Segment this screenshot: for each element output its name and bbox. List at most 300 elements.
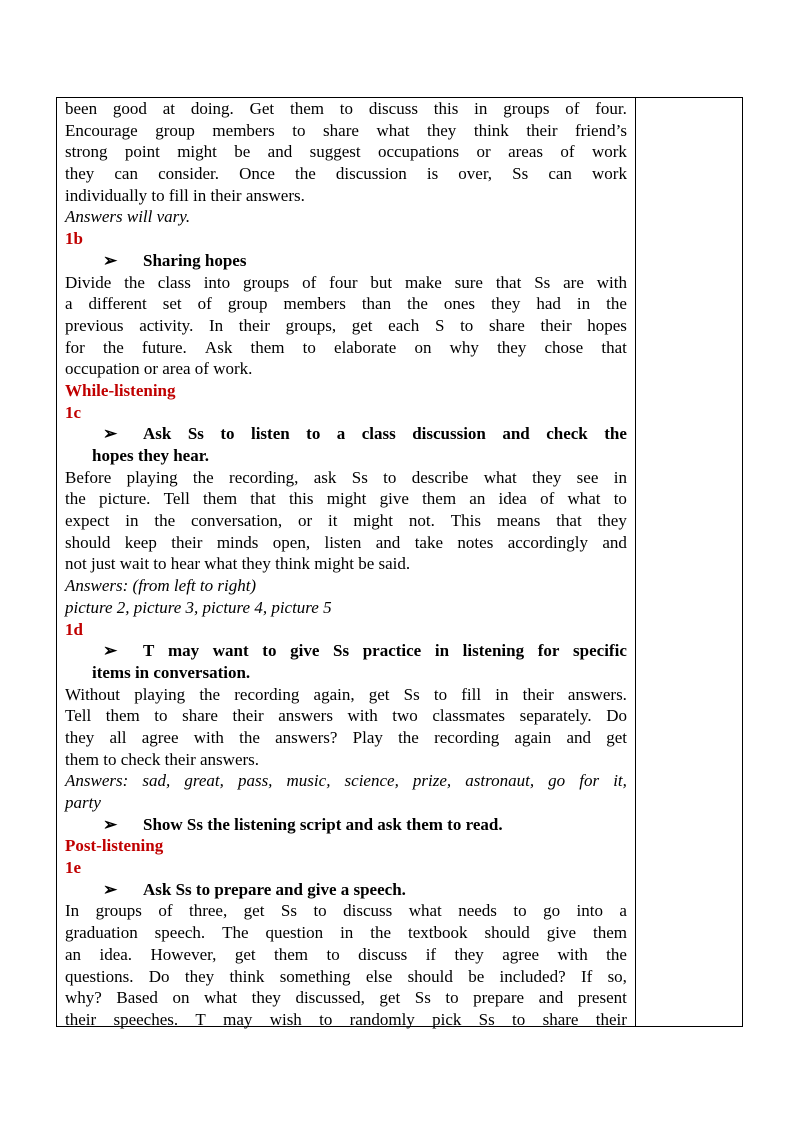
word: Ss — [403, 684, 420, 704]
word: that — [601, 337, 627, 357]
word: In — [65, 901, 80, 921]
word: the — [407, 294, 428, 314]
justified-line — [65, 532, 627, 554]
word: give — [379, 489, 409, 509]
word: idea. — [99, 944, 133, 964]
word: However, — [150, 944, 217, 964]
word: them — [250, 337, 285, 357]
word: answers — [278, 706, 333, 726]
word: them — [289, 99, 324, 118]
word: share — [542, 1009, 579, 1029]
answers-line: party — [65, 793, 101, 812]
word: Ss — [187, 424, 204, 444]
word: and — [502, 424, 530, 444]
word: to — [326, 944, 340, 964]
word: it — [328, 511, 338, 531]
word: think — [229, 966, 265, 986]
word: the — [124, 272, 145, 292]
word: prepare — [473, 988, 525, 1008]
word: graduation — [65, 923, 138, 943]
word: in — [474, 99, 488, 118]
word: might — [353, 511, 394, 531]
word: agree — [141, 727, 179, 747]
word: the — [192, 467, 214, 487]
bullet-item — [65, 423, 627, 445]
word: this — [288, 489, 314, 509]
word: should — [484, 923, 530, 943]
word: of — [197, 294, 212, 314]
word: can — [548, 164, 572, 184]
word: T — [195, 1009, 206, 1029]
word: the — [239, 727, 260, 747]
word: strong — [65, 142, 108, 162]
word: a — [619, 901, 627, 921]
word: listening — [462, 641, 525, 661]
word: means — [496, 511, 541, 531]
bullet-item — [65, 250, 627, 272]
word: their — [526, 120, 558, 140]
word: go — [548, 771, 566, 791]
word: to — [292, 120, 306, 140]
word: groups, — [285, 315, 337, 335]
answers-line: picture 2, picture 3, picture 4, picture 5 — [65, 597, 332, 617]
word: what — [408, 901, 442, 921]
word: chose — [544, 337, 584, 357]
word: fill — [461, 684, 482, 704]
word: or — [476, 142, 491, 162]
text-line: not just wait to hear what they think might be said. — [65, 554, 411, 574]
word: notes — [457, 532, 494, 552]
word: to — [433, 684, 448, 704]
word: why? — [65, 988, 102, 1008]
word: share — [488, 315, 525, 335]
word: Ss — [333, 641, 350, 661]
word: elaborate — [334, 337, 397, 357]
word: areas — [508, 142, 544, 162]
word: that — [556, 511, 582, 531]
bullet-text: Show Ss the listening script and ask them to read. — [143, 814, 503, 834]
word: the — [65, 489, 86, 509]
word: to — [262, 641, 277, 661]
word: an — [65, 944, 82, 964]
word: group — [227, 294, 268, 314]
word: friend’s — [575, 120, 627, 140]
word: activity. — [139, 315, 194, 335]
word: be — [234, 142, 251, 162]
word: at — [162, 99, 175, 118]
word: their — [238, 315, 270, 335]
word: they — [65, 727, 95, 747]
arrow-bullet-icon: ➢ — [103, 250, 118, 270]
word: In — [208, 315, 224, 335]
word: describe — [411, 467, 469, 487]
word: three, — [188, 901, 228, 921]
word: that — [495, 272, 522, 292]
word: This — [450, 511, 481, 531]
word: members — [212, 120, 275, 140]
word: and — [566, 727, 591, 747]
word: with — [557, 944, 588, 964]
word: Divide — [65, 272, 112, 292]
word: what — [483, 467, 517, 487]
word: good — [112, 99, 147, 118]
word: great, — [184, 771, 224, 791]
word: pass, — [237, 771, 273, 791]
word: Based — [116, 988, 158, 1008]
word: Without — [65, 684, 121, 704]
word: to — [313, 901, 327, 921]
word: should — [407, 966, 453, 986]
word: keep — [124, 532, 157, 552]
bullet-text: Sharing hopes — [143, 250, 247, 270]
word: Ss — [534, 272, 551, 292]
word: ones — [443, 294, 476, 314]
word: discussed, — [295, 988, 365, 1008]
word: if — [425, 944, 437, 964]
word: listen — [250, 424, 290, 444]
word: ask — [313, 467, 337, 487]
justified-line — [65, 120, 627, 142]
word: class — [157, 272, 191, 292]
text-line: them to check their answers. — [65, 749, 260, 769]
word: Ss — [478, 1009, 495, 1029]
word: them — [422, 489, 457, 509]
word: Ss — [512, 164, 529, 184]
word: classmates — [432, 706, 506, 726]
bullet-text — [143, 640, 627, 662]
word: different — [88, 294, 147, 314]
word: want — [212, 641, 249, 661]
word: discussion — [335, 164, 407, 184]
word: in — [576, 294, 591, 314]
word: doing. — [190, 99, 234, 118]
word: to — [512, 1009, 526, 1029]
word: recording — [234, 684, 300, 704]
word: textbook — [408, 923, 468, 943]
word: S — [434, 315, 445, 335]
word: over, — [458, 164, 493, 184]
justified-line — [65, 163, 627, 185]
justified-line — [65, 488, 627, 510]
word: Tell — [163, 489, 190, 509]
word: Get — [249, 99, 275, 118]
word: get — [351, 315, 373, 335]
word: work — [591, 142, 627, 162]
word: get — [606, 727, 627, 747]
word: groups — [243, 272, 290, 292]
word: present — [577, 988, 627, 1008]
word: future. — [141, 337, 187, 357]
justified-line — [65, 315, 627, 337]
word: the — [398, 727, 419, 747]
word: get — [243, 901, 265, 921]
word: their — [232, 706, 264, 726]
word: discuss — [368, 99, 418, 118]
word: to — [220, 424, 235, 444]
section-heading-1e: 1e — [65, 858, 82, 878]
justified-line — [65, 987, 627, 1009]
word: the — [102, 337, 124, 357]
section-heading-1c: 1c — [65, 402, 82, 422]
word: go — [543, 901, 561, 921]
word: are — [563, 272, 584, 292]
word: specific — [573, 641, 627, 661]
word: astronaut, — [465, 771, 535, 791]
word: music, — [286, 771, 331, 791]
word: accordingly — [507, 532, 588, 552]
word: they — [491, 294, 521, 314]
word: Once — [239, 164, 275, 184]
word: previous — [65, 315, 124, 335]
word: answers? — [275, 727, 338, 747]
word: the — [370, 923, 392, 943]
word: and — [267, 142, 293, 162]
word: this — [433, 99, 459, 118]
word: with — [596, 272, 627, 292]
word: they — [184, 966, 215, 986]
word: suggest — [309, 142, 361, 162]
word: see — [576, 467, 599, 487]
word: two — [392, 706, 418, 726]
bullet-item — [65, 640, 627, 662]
justified-line — [65, 966, 627, 988]
word: minds — [216, 532, 259, 552]
word: Tell — [65, 706, 92, 726]
word: to — [339, 99, 354, 118]
word: get — [368, 684, 390, 704]
word: for — [537, 641, 560, 661]
word: Ss — [280, 901, 297, 921]
lesson-table — [56, 97, 743, 1027]
word: Encourage — [65, 120, 138, 140]
word: it, — [613, 771, 627, 791]
word: four. — [595, 99, 627, 118]
justified-line — [65, 922, 627, 944]
word: hopes — [587, 315, 627, 335]
word: members — [283, 294, 346, 314]
word: the — [295, 164, 316, 184]
word: think — [473, 120, 509, 140]
word: and — [602, 532, 627, 552]
text-line: occupation or area of work. — [65, 359, 253, 379]
word: The — [222, 923, 249, 943]
word: share — [182, 706, 218, 726]
word: Ask — [143, 424, 172, 444]
word: of — [560, 142, 575, 162]
word: Ss — [351, 467, 368, 487]
word: Answers: — [65, 771, 129, 791]
word: their — [540, 315, 572, 335]
word: else — [365, 966, 393, 986]
word: they — [532, 467, 562, 487]
word: on — [414, 337, 432, 357]
word: recording — [434, 727, 500, 747]
word: picture. — [98, 489, 151, 509]
word: needs — [458, 901, 497, 921]
word: discuss — [343, 901, 393, 921]
section-heading-post-listening: Post-listening — [65, 836, 164, 856]
section-heading-1d: 1d — [65, 619, 83, 639]
bullet-item — [65, 814, 627, 836]
word: been — [65, 99, 98, 118]
arrow-bullet-icon: ➢ — [103, 879, 118, 899]
word: their — [595, 1009, 627, 1029]
word: Before — [65, 467, 112, 487]
word: the — [604, 424, 627, 444]
word: why — [449, 337, 479, 357]
word: Ask — [204, 337, 233, 357]
lesson-content-cell — [65, 98, 627, 1031]
word: of — [302, 272, 317, 292]
word: so, — [607, 966, 627, 986]
word: them — [274, 944, 309, 964]
word: sure — [454, 272, 483, 292]
word: what — [567, 489, 601, 509]
word: Do — [148, 966, 170, 986]
word: of — [158, 901, 173, 921]
word: into — [203, 272, 231, 292]
word: them — [105, 706, 140, 726]
word: expect — [65, 511, 110, 531]
word: in — [125, 511, 139, 531]
answers-line: Answers will vary. — [65, 207, 191, 227]
word: they — [427, 120, 457, 140]
word: questions. — [65, 966, 134, 986]
word: on — [172, 988, 190, 1008]
word: had — [536, 294, 561, 314]
word: prize, — [412, 771, 452, 791]
arrow-bullet-icon: ➢ — [103, 641, 118, 661]
word: share — [323, 120, 359, 140]
justified-line — [65, 1009, 627, 1031]
word: the — [154, 511, 176, 531]
justified-line — [65, 467, 627, 489]
word: conversation, — [191, 511, 283, 531]
justified-line — [65, 900, 627, 922]
word: again, — [313, 684, 355, 704]
justified-line — [65, 510, 627, 532]
word: give — [290, 641, 320, 661]
word: may — [223, 1009, 253, 1029]
word: what — [376, 120, 410, 140]
word: Ss — [414, 988, 431, 1008]
word: into — [576, 901, 603, 921]
word: listen — [324, 532, 362, 552]
word: group — [155, 120, 195, 140]
word: If — [580, 966, 593, 986]
word: their — [522, 684, 554, 704]
word: groups — [503, 99, 550, 118]
word: separately. — [519, 706, 592, 726]
word: or — [297, 511, 313, 531]
word: four — [329, 272, 358, 292]
word: of — [565, 99, 580, 118]
word: Do — [606, 706, 627, 726]
word: they — [251, 988, 281, 1008]
bullet-text: Ask Ss to prepare and give a speech. — [143, 879, 406, 899]
word: science, — [344, 771, 399, 791]
word: each — [388, 315, 420, 335]
justified-line — [65, 684, 627, 706]
word: class — [361, 424, 396, 444]
word: may — [167, 641, 200, 661]
arrow-bullet-icon: ➢ — [103, 814, 118, 834]
word: something — [279, 966, 351, 986]
word: give — [546, 923, 577, 943]
word: in — [340, 923, 354, 943]
word: their — [65, 1009, 97, 1029]
word: their — [171, 532, 203, 552]
answers-line: Answers: (from left to right) — [65, 576, 257, 596]
word: T — [143, 641, 155, 661]
word: question — [265, 923, 324, 943]
word: can — [114, 164, 138, 184]
word: an — [469, 489, 486, 509]
word: the — [606, 294, 627, 314]
word: them — [592, 923, 627, 943]
word: all — [109, 727, 127, 747]
word: set — [162, 294, 182, 314]
word: check — [546, 424, 588, 444]
word: might — [177, 142, 217, 162]
justified-line — [65, 293, 627, 315]
bullet-continuation: items in conversation. — [92, 662, 251, 682]
word: the — [199, 684, 221, 704]
justified-line — [65, 272, 627, 294]
word: get — [379, 988, 401, 1008]
justified-line — [65, 705, 627, 727]
word: wish — [269, 1009, 302, 1029]
word: with — [347, 706, 378, 726]
word: should — [65, 532, 111, 552]
word: to — [319, 1009, 333, 1029]
word: but — [370, 272, 393, 292]
word: for — [579, 771, 600, 791]
word: to — [513, 901, 527, 921]
word: included? — [499, 966, 566, 986]
word: to — [383, 467, 397, 487]
word: is — [426, 164, 439, 184]
word: randomly — [349, 1009, 415, 1029]
bullet-item — [65, 879, 627, 901]
justified-line — [65, 98, 627, 120]
word: a — [65, 294, 73, 314]
word: to — [460, 315, 474, 335]
word: they — [497, 337, 527, 357]
word: idea — [498, 489, 527, 509]
word: in — [495, 684, 509, 704]
word: pick — [432, 1009, 462, 1029]
text-line: individually to fill in their answers. — [65, 185, 305, 205]
word: them — [203, 489, 238, 509]
word: in — [434, 641, 450, 661]
word: to — [445, 988, 459, 1008]
word: take — [414, 532, 444, 552]
word: they — [597, 511, 627, 531]
word: and — [375, 532, 401, 552]
word: they — [454, 944, 484, 964]
word: make — [404, 272, 442, 292]
word: the — [606, 944, 627, 964]
word: open, — [272, 532, 311, 552]
word: consider. — [158, 164, 219, 184]
word: with — [193, 727, 224, 747]
word: discussion — [412, 424, 486, 444]
justified-line — [65, 141, 627, 163]
word: answers. — [567, 684, 627, 704]
bullet-text — [143, 423, 627, 445]
justified-line — [65, 337, 627, 359]
